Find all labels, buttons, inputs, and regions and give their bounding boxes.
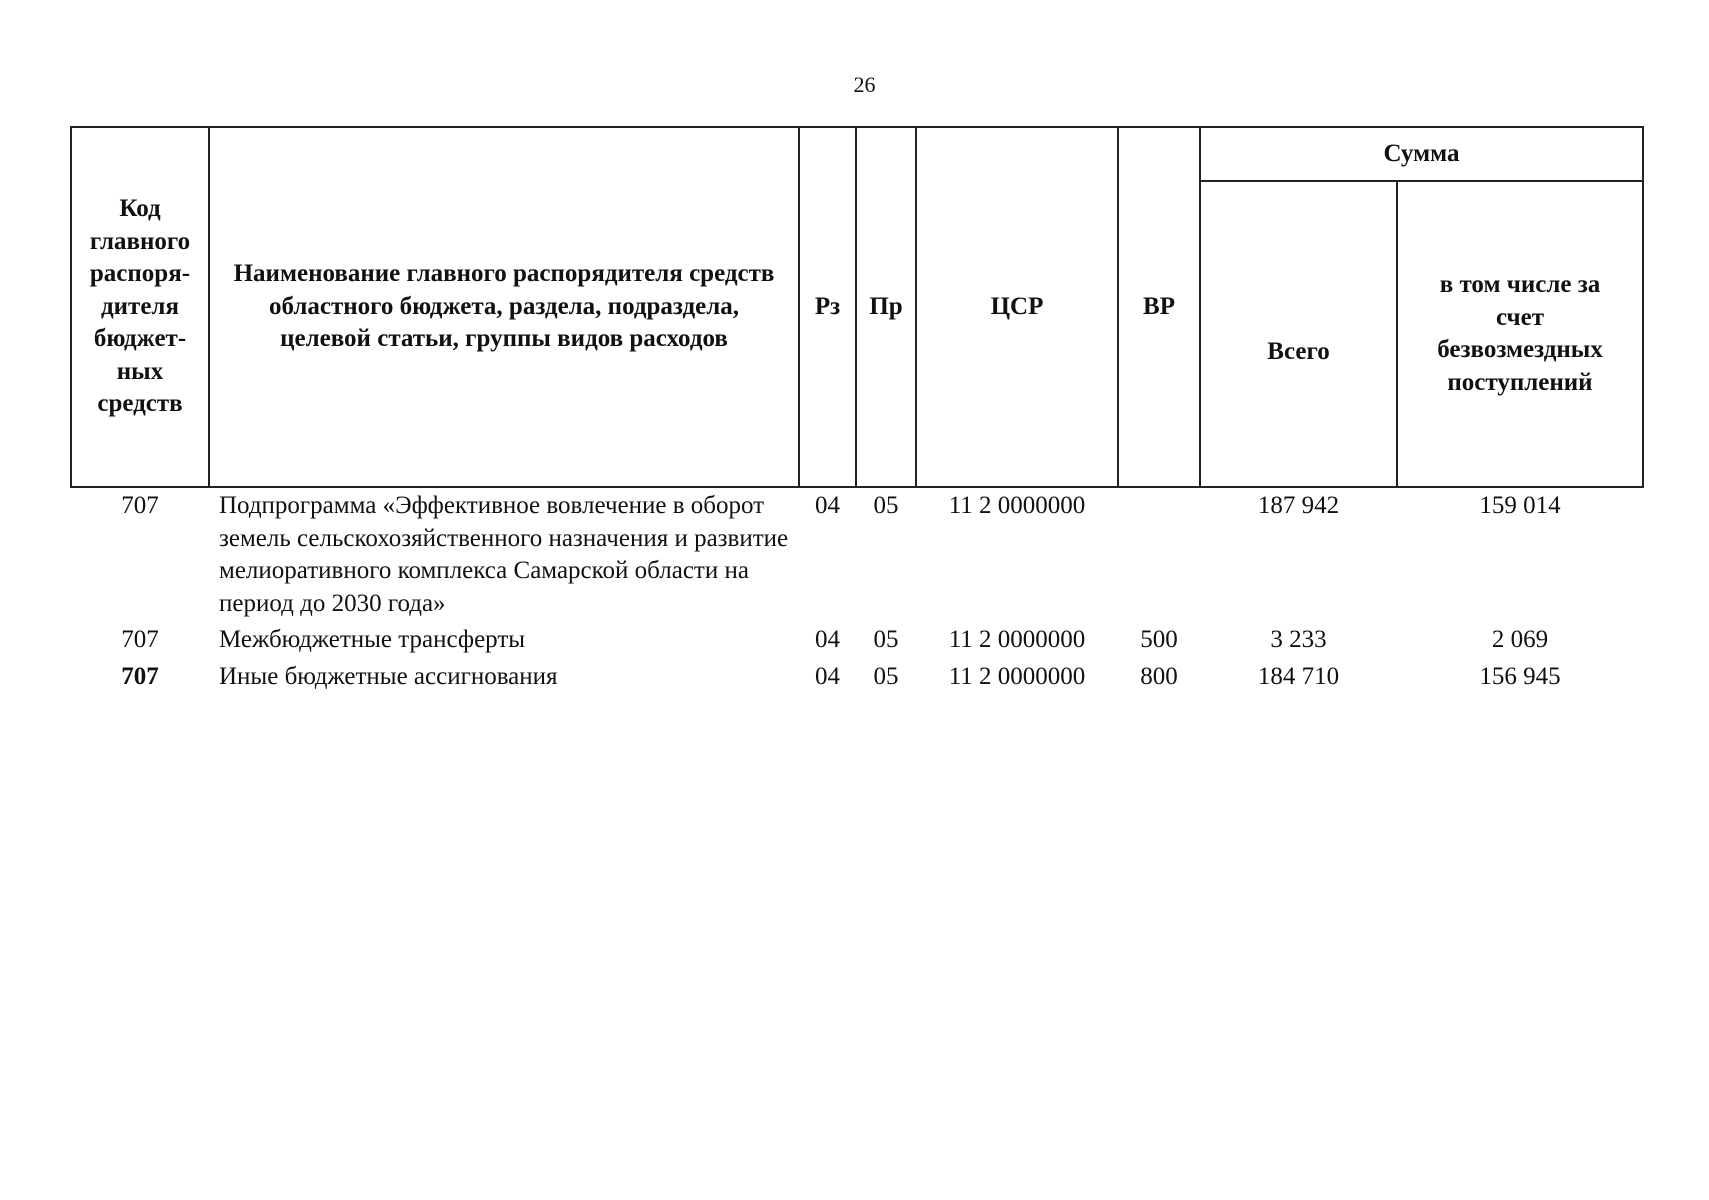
header-vr: ВР: [1118, 127, 1200, 487]
cell-csr: 11 2 0000000: [948, 662, 1086, 690]
cell-rz: 04: [815, 662, 840, 690]
header-sum: Сумма: [1200, 127, 1643, 181]
cell-rz: 04: [815, 626, 840, 653]
table-row: [71, 487, 1643, 622]
table-header: [71, 127, 1643, 487]
cell-vr: [1118, 487, 1200, 622]
cell-name: Подпрограмма «Эффективное вовлечение в оборот земель сельскохозяйственного назначения и развитие мелиоративного комплекса Самарской области на период до 2030 года»: [219, 492, 789, 617]
cell-code: 707: [121, 626, 159, 653]
header-total: Всего: [1200, 181, 1397, 487]
cell-code: 707: [121, 492, 159, 519]
cell-csr: 11 2 0000000: [948, 492, 1086, 519]
table-row: [71, 659, 1643, 696]
header-pr: Пр: [856, 127, 916, 487]
table-row: [71, 622, 1643, 659]
header-including: в том числе за счет безвозмездных поступлений: [1397, 181, 1643, 487]
cell-total: 184 710: [1257, 662, 1340, 690]
header-csr: ЦСР: [916, 127, 1118, 487]
page-number: 26: [853, 72, 876, 97]
cell-pr: 05: [873, 626, 899, 653]
cell-code: 707: [121, 662, 159, 690]
cell-total: 3 233: [1270, 626, 1327, 653]
cell-vr: 800: [1140, 662, 1178, 690]
cell-rz: 04: [815, 492, 840, 519]
cell-including: 2 069: [1491, 626, 1549, 653]
cell-name: Иные бюджетные ассигнования: [219, 662, 558, 690]
cell-total: 187 942: [1257, 492, 1340, 519]
cell-csr: 11 2 0000000: [948, 626, 1086, 653]
cell-pr: 05: [873, 492, 899, 519]
cell-pr: 05: [873, 662, 899, 690]
cell-including: 159 014: [1479, 492, 1561, 519]
header-rz: Рз: [799, 127, 856, 487]
budget-table: [70, 126, 1644, 695]
header-code: Код главного распоря-дителя бюджет-ных средств: [71, 127, 209, 487]
cell-name: Межбюджетные трансферты: [219, 626, 526, 653]
cell-including: 156 945: [1479, 662, 1561, 690]
table-body: [71, 487, 1643, 695]
cell-vr: 500: [1140, 626, 1178, 653]
header-name: Наименование главного распорядителя средств областного бюджета, раздела, подраздела, целевой статьи, группы видов расходов: [209, 127, 799, 487]
